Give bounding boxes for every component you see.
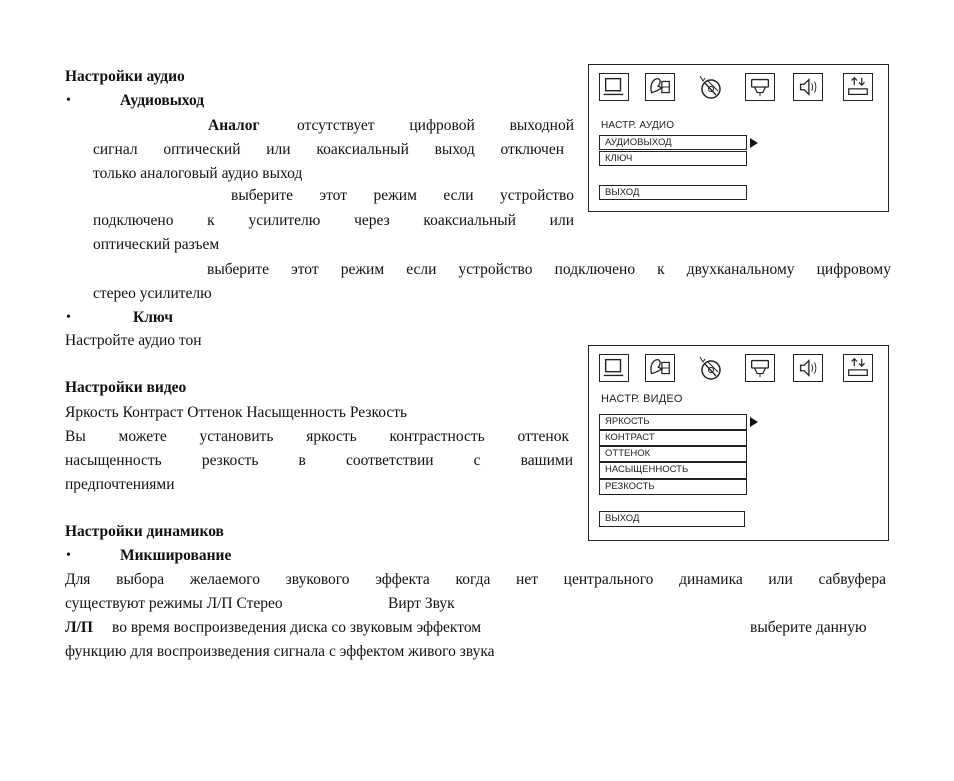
key-label: Ключ bbox=[133, 309, 173, 326]
downmix-text-line2a: существуют режимы Л/П Стерео bbox=[65, 595, 283, 612]
preference-icon[interactable] bbox=[843, 73, 873, 101]
downmix-label: Микширование bbox=[120, 547, 232, 564]
audio-output-label: Аудиовыход bbox=[120, 92, 205, 109]
selection-arrow-icon bbox=[750, 417, 758, 427]
menu-item-sharpness[interactable]: РЕЗКОСТЬ bbox=[599, 479, 747, 495]
bullet-dot: • bbox=[66, 548, 71, 563]
tv-icon[interactable] bbox=[599, 73, 629, 101]
video-heading: Настройки видео bbox=[65, 379, 187, 396]
video-desc-line1: Вы можете установить яркость контрастность оттенок bbox=[65, 428, 569, 445]
speakers-heading: Настройки динамиков bbox=[65, 523, 224, 540]
menu-item-brightness[interactable]: ЯРКОСТЬ bbox=[599, 414, 747, 430]
speaker-icon[interactable] bbox=[793, 354, 823, 382]
menu-item-saturation[interactable]: НАСЫЩЕННОСТЬ bbox=[599, 462, 747, 479]
analog-text-line1: отсутствует цифровой выходной bbox=[297, 117, 574, 134]
audio-menu-panel bbox=[588, 64, 889, 212]
mode3-line1: выберите этот режим если устройство подключено к двухканальному цифровому bbox=[207, 261, 891, 278]
language-icon[interactable] bbox=[645, 73, 675, 101]
video-menu-panel bbox=[588, 345, 889, 541]
analog-label: Аналог bbox=[208, 117, 260, 134]
menu-item-exit[interactable]: ВЫХОД bbox=[599, 511, 745, 527]
lp-text-b: выберите данную bbox=[750, 619, 867, 636]
bullet-dot: • bbox=[66, 310, 71, 325]
video-menu-title: НАСТР. ВИДЕО bbox=[601, 393, 683, 405]
video-desc-line2: насыщенность резкость в соответствии с вашими bbox=[65, 452, 573, 469]
analog-text-line3: только аналоговый аудио выход bbox=[93, 165, 303, 182]
video-desc-line3: предпочтениями bbox=[65, 476, 175, 493]
mode2-line3: оптический разъем bbox=[93, 236, 220, 253]
disc-icon[interactable] bbox=[696, 354, 724, 382]
downmix-text-line1: Для выбора желаемого звукового эффекта когда нет центрального динамика или сабвуфера bbox=[65, 571, 886, 588]
tv-icon[interactable] bbox=[599, 354, 629, 382]
mode2-line1: выберите этот режим если устройство bbox=[231, 187, 574, 204]
audio-heading: Настройки аудио bbox=[65, 68, 185, 85]
menu-item-contrast[interactable]: КОНТРАСТ bbox=[599, 430, 747, 446]
selection-arrow-icon bbox=[750, 138, 758, 148]
video-icon[interactable] bbox=[745, 354, 775, 382]
menu-item-key[interactable]: КЛЮЧ bbox=[599, 151, 747, 166]
audio-menu-title: НАСТР. АУДИО bbox=[601, 120, 675, 131]
lp-text-line2: функцию для воспроизведения сигнала с эффектом живого звука bbox=[65, 643, 495, 660]
lp-label: Л/П bbox=[65, 619, 93, 636]
mode2-line2: подключено к усилителю через коаксиальный или bbox=[93, 212, 574, 229]
mode3-line2: стерео усилителю bbox=[93, 285, 212, 302]
bullet-dot: • bbox=[66, 93, 71, 108]
video-items-line: Яркость Контраст Оттенок Насыщенность Резкость bbox=[65, 404, 408, 421]
language-icon[interactable] bbox=[645, 354, 675, 382]
preference-icon[interactable] bbox=[843, 354, 873, 382]
menu-item-audio-output[interactable]: АУДИОВЫХОД bbox=[599, 135, 747, 150]
downmix-text-line2b: Вирт Звук bbox=[388, 595, 455, 612]
lp-text-a: во время воспроизведения диска со звуковым эффектом bbox=[112, 619, 482, 636]
analog-text-line2: сигнал оптический или коаксиальный выход отключен bbox=[93, 141, 564, 158]
menu-item-hue[interactable]: ОТТЕНОК bbox=[599, 446, 747, 462]
disc-icon[interactable] bbox=[696, 73, 724, 101]
video-icon[interactable] bbox=[745, 73, 775, 101]
speaker-icon[interactable] bbox=[793, 73, 823, 101]
menu-item-exit[interactable]: ВЫХОД bbox=[599, 185, 747, 200]
key-text: Настройте аудио тон bbox=[65, 332, 202, 349]
